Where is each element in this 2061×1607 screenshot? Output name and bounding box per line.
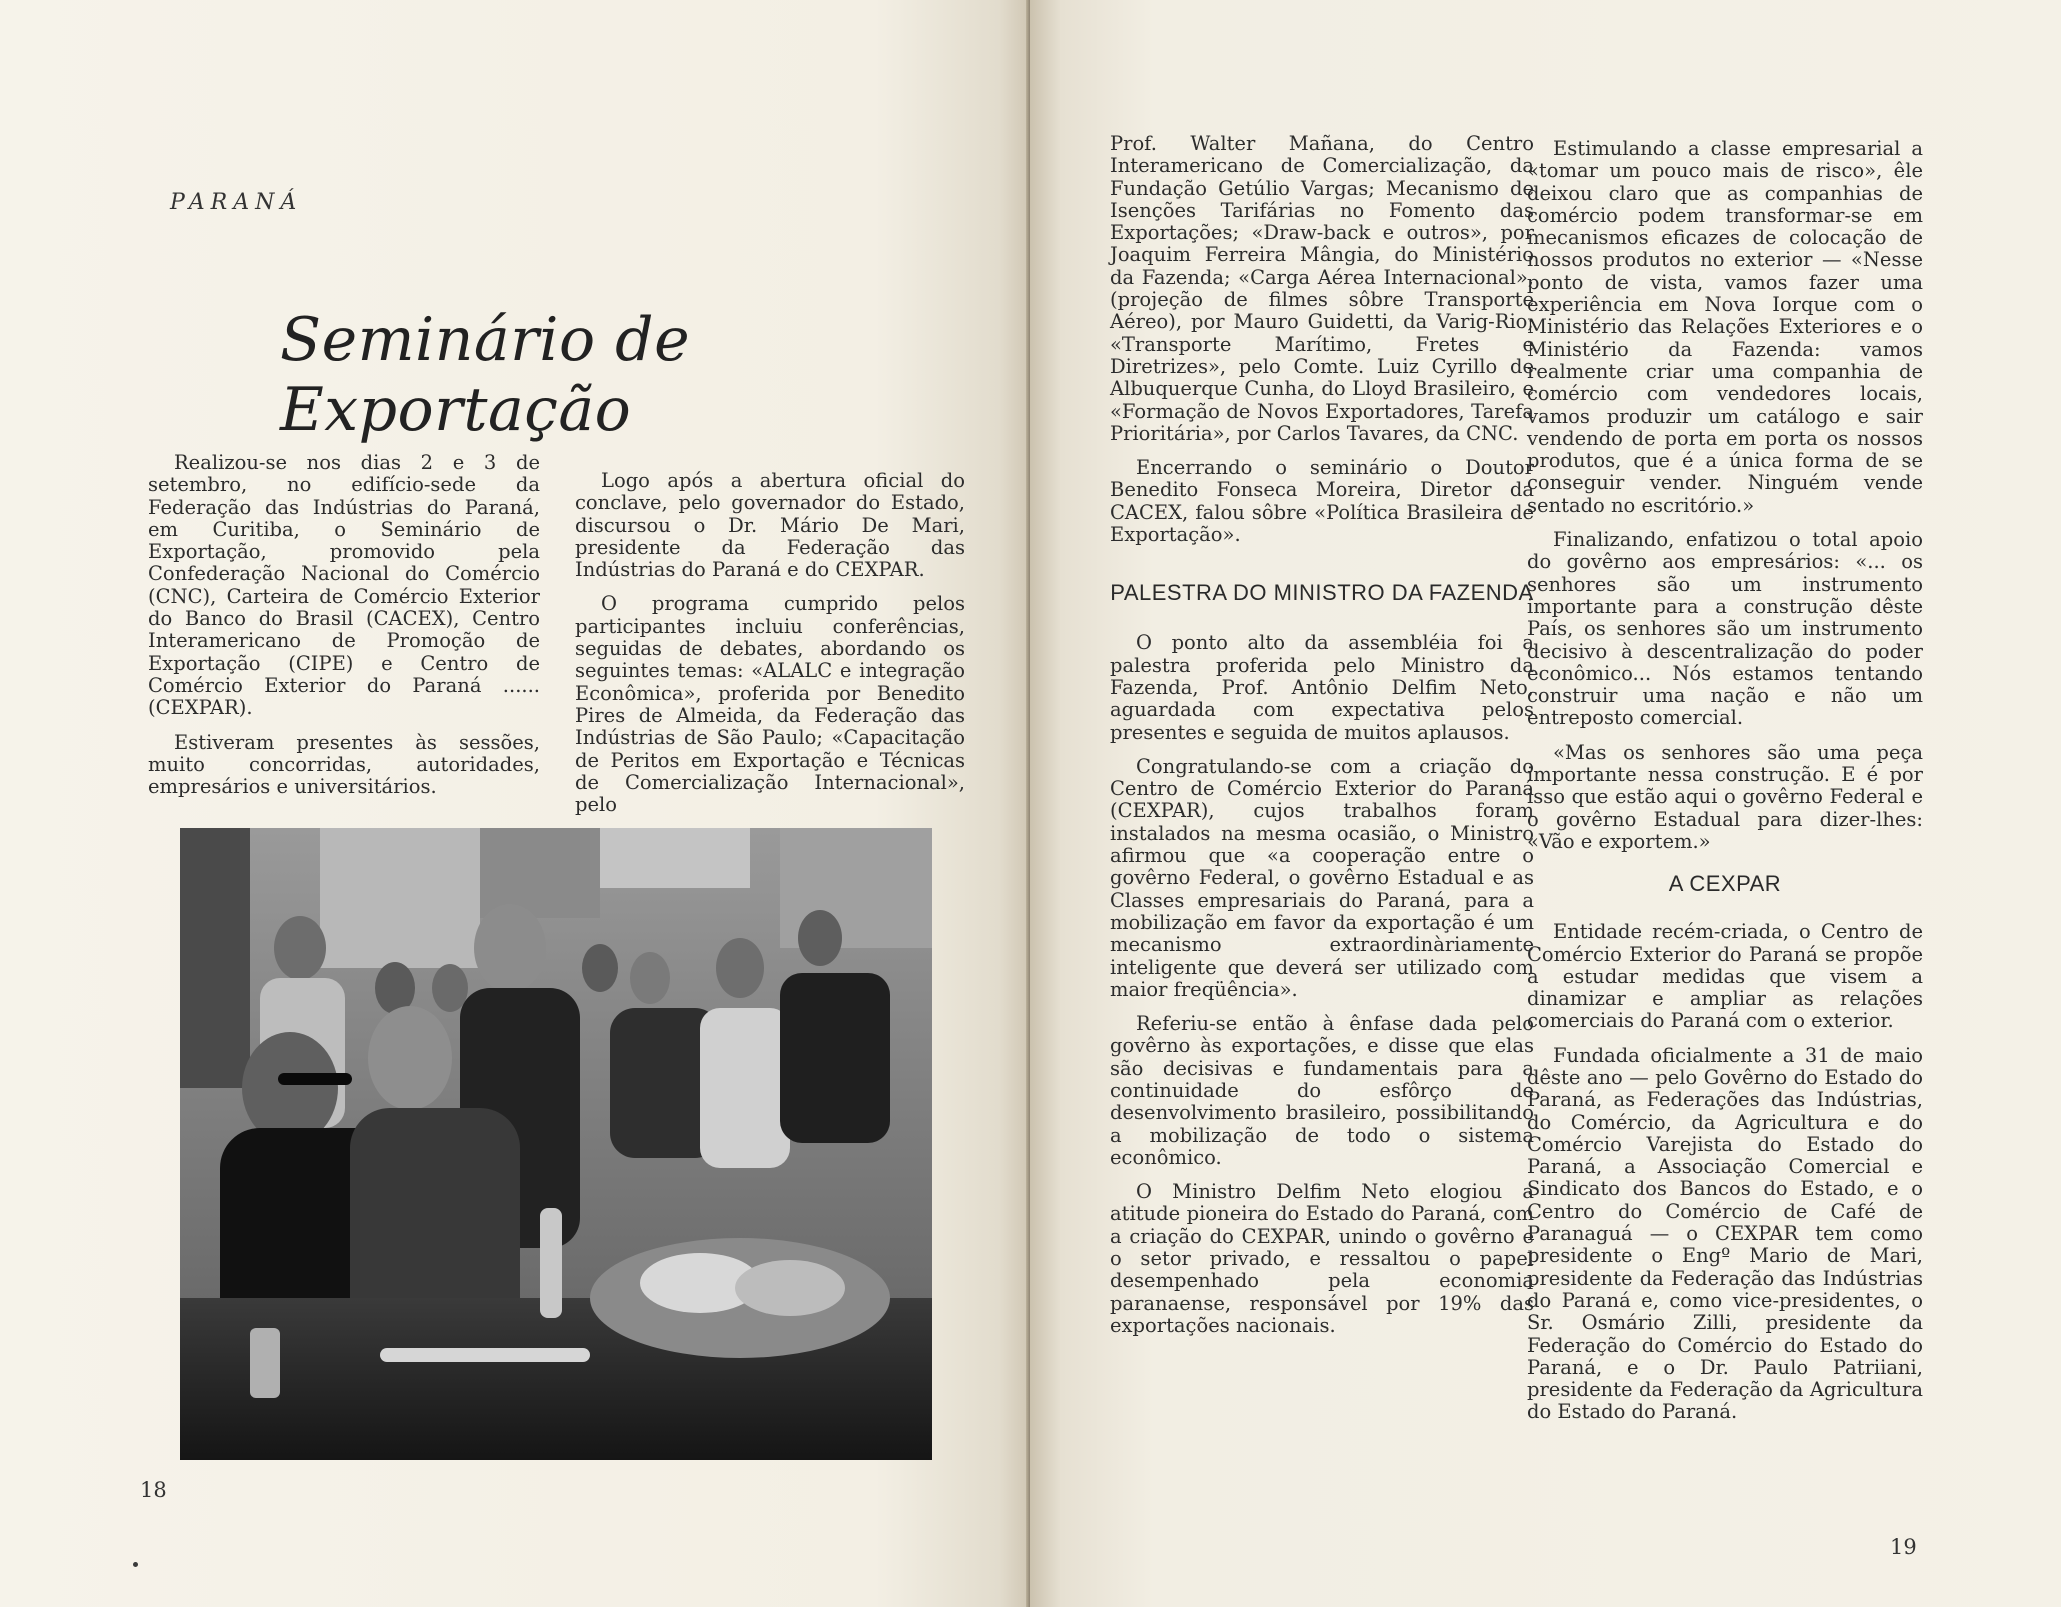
right-page (1030, 0, 2061, 1607)
right-column-1 (1110, 133, 1534, 1349)
paragraph: «Mas os senhores são uma peça importante nessa construção. E é por isso que estão aqui o govêrno Federal e o govêrno Estadual para dizer-lhes: «Vão e exportem.» (1527, 740, 1923, 853)
section-label: PARANÁ (170, 190, 303, 215)
paragraph: Logo após a abertura oficial do conclave, pelo governador do Estado, discursou o Dr. Mário De Mari, presidente da Federação das Indústrias do Paraná e do CEXPAR. (575, 469, 965, 582)
paragraph: O programa cumprido pelos participantes incluiu conferências, seguidas de debates, abordando os seguintes temas: «ALALC e integração Econômica», proferida por Benedito Pires de Almeida, da Federação das Indústrias de São Paulo; «Capacitação de Peritos em Exportação e Técnicas de Comercialização Internacional», pelo (575, 592, 965, 817)
left-column-2 (575, 470, 965, 828)
paragraph: O Ministro Delfim Neto elogiou a atitude pioneira do Estado do Paraná, com a criação do CEXPAR, unindo o govêrno e o setor privado, e ressaltou o papel desempenhado pela economia paranaense, responsável por 19% das exportações nacionais. (1110, 1180, 1534, 1337)
paragraph: Referiu-se então à ênfase dada pelo govêrno às exportações, e disse que elas são decisivas e fundamentais para a continuidade do esfôrço de desenvolvimento brasileiro, possibilitando a mobilização de todo o sistema econômico. (1110, 1012, 1534, 1169)
paragraph: Estimulando a classe empresarial a «tomar um pouco mais de risco», êle deixou claro que as companhias de comércio podem transformar-se em mecanismos eficazes de colocação de nossos produtos no exterior — «Nesse ponto de vista, vamos fazer uma experiência em Nova Iorque com o Ministério das Relações Exteriores e o Ministério da Fazenda: vamos realmente criar uma companhia de comércio com vendedores locais, vamos produzir um catálogo e sair vendendo de porta em porta os nossos produtos, que é a única forma de se conseguir vender. Ninguém vende sentado no escritório.» (1527, 137, 1923, 517)
seminar-photo (180, 828, 932, 1460)
photo-illustration (180, 828, 932, 1460)
page-number: 19 (1890, 1535, 1917, 1559)
article-headline: Seminário de Exportação (280, 305, 691, 445)
paragraph: Estiveram presentes às sessões, muito concorridas, autoridades, empresários e universitários. (148, 730, 540, 799)
paragraph: Congratulando-se com a criação do Centro de Comércio Exterior do Paraná (CEXPAR), cujos trabalhos foram instalados na mesma ocasião, o Ministro afirmou que «a cooperação entre o govêrno Federal, o govêrno Estadual e as Classes empresariais do Paraná, para a mobilização em favor da exportação é um mecanismo extraordinàriamente inteligente que deverá ser utilizado com maior freqüência». (1110, 754, 1534, 1001)
paragraph: Encerrando o seminário o Doutor Benedito Fonseca Moreira, Diretor da CACEX, falou sôbre «Política Brasileira de Exportação». (1110, 456, 1534, 547)
paragraph: Entidade recém-criada, o Centro de Comércio Exterior do Paraná se propõe a estudar medidas que visem a dinamizar e ampliar as relações comerciais do Paraná com o exterior. (1527, 920, 1923, 1033)
left-page (0, 0, 1030, 1607)
paragraph: Realizou-se nos dias 2 e 3 de setembro, no edifício-sede da Federação das Indústrias do Paraná, em Curitiba, o Seminário de Exportação, promovido pela Confederação Nacional do Comércio (CNC), Carteira de Comércio Exterior do Banco do Brasil (CACEX), Centro Interamericano de Promoção de Exportação (CIPE) e Centro de Comércio Exterior do Paraná ...... (CEXPAR). (148, 451, 540, 720)
print-speck (133, 1562, 138, 1567)
page-number: 18 (140, 1478, 167, 1502)
paragraph: O ponto alto da assembléia foi a palestra proferida pelo Ministro da Fazenda, Prof. Antônio Delfim Neto, aguardada com expectativa pelos presentes e seguida de muitos aplausos. (1110, 631, 1534, 744)
paragraph: Finalizando, enfatizou o total apoio do govêrno aos empresários: «... os senhores são um instrumento importante para a construção dêste País, os senhores são um instrumento decisivo à descentralização do poder econômico... Nós estamos tentando construir uma nação e não um entreposto comercial. (1527, 528, 1923, 730)
section-heading-cexpar: A CEXPAR (1668, 871, 1782, 897)
left-column-1 (148, 452, 540, 810)
right-column-2 (1527, 138, 1923, 1436)
paragraph: Prof. Walter Mañana, do Centro Interamericano de Comercialização, da Fundação Getúlio Vargas; Mecanismo de Isenções Tarifárias no Fomento das Exportações; «Draw-back e outros», por Joaquim Ferreira Mângia, do Ministério da Fazenda; «Carga Aérea Internacional», (projeção de filmes sôbre Transporte Aéreo), por Mauro Guidetti, da Varig-Rio; «Transporte Marítimo, Fretes e Diretrizes», pelo Comte. Luiz Cyrillo de Albuquerque Cunha, do Lloyd Brasileiro, e «Formação de Novos Exportadores, Tarefa Prioritária», por Carlos Tavares, da CNC. (1110, 132, 1534, 445)
section-heading-palestra: PALESTRA DO MINISTRO DA FAZENDA (1110, 580, 1534, 606)
paragraph: Fundada oficialmente a 31 de maio dêste ano — pelo Govêrno do Estado do Paraná, as Federações das Indústrias, do Comércio, da Agricultura e do Comércio Varejista do Estado do Paraná, a Associação Comercial e Sindicato dos Bancos do Estado, e o Centro do Comércio de Café de Paranaguá — o CEXPAR tem como presidente o Engº Mario de Mari, presidente da Federação das Indústrias do Paraná e, como vice-presidentes, o Sr. Osmário Zilli, presidente da Federação do Comércio do Estado do Paraná, e o Dr. Paulo Patriiani, presidente da Federação da Agricultura do Estado do Paraná. (1527, 1043, 1923, 1424)
